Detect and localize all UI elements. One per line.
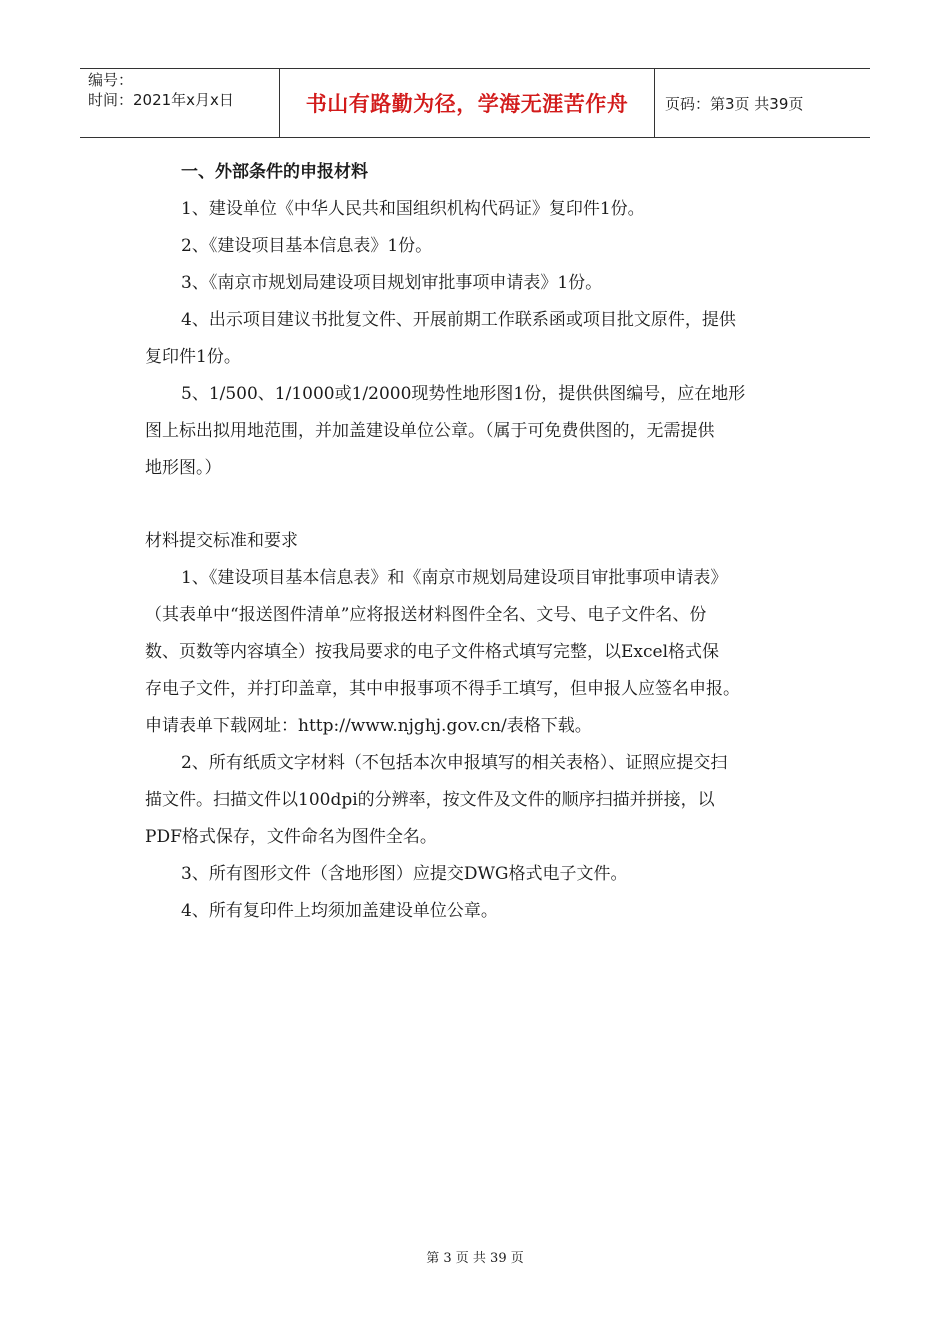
paragraph-line: 1、《建设项目基本信息表》和《南京市规划局建设项目审批事项申请表》: [181, 568, 728, 588]
number-label: 编号：: [88, 71, 134, 89]
header-motto: 书山有路勤为径，学海无涯苦作舟: [280, 69, 655, 137]
time-label: 时间：2021年x月x日: [88, 91, 234, 109]
paragraph-line: 3、所有图形文件（含地形图）应提交DWG格式电子文件。: [181, 864, 628, 884]
paragraph-line: 数、页数等内容填全）按我局要求的电子文件格式填写完整，以Excel格式保: [145, 642, 720, 662]
paragraph-line: 2、所有纸质文字材料（不包括本次申报填写的相关表格）、证照应提交扫: [181, 753, 728, 773]
document-header: [80, 68, 870, 138]
document-body: [145, 154, 810, 930]
paragraph-line: 1、建设单位《中华人民共和国组织机构代码证》复印件1份。: [181, 199, 645, 219]
paragraph-line: 地形图。）: [145, 458, 222, 478]
paragraph-line: 存电子文件，并打印盖章，其中申报事项不得手工填写，但申报人应签名申报。: [145, 679, 740, 699]
paragraph-line: 复印件1份。: [145, 347, 241, 367]
section-2-items: [145, 560, 810, 930]
paragraph-line: 2、《建设项目基本信息表》1份。: [181, 236, 433, 256]
section-1-items: [145, 191, 810, 487]
paragraph-line: 4、出示项目建议书批复文件、开展前期工作联系函或项目批文原件，提供: [181, 310, 736, 330]
page-footer: 第 3 页 共 39 页: [426, 1251, 524, 1266]
paragraph-line: 申请表单下载网址：http://www.njghj.gov.cn/表格下载。: [145, 716, 592, 736]
paragraph-line: 3、《南京市规划局建设项目规划审批事项申请表》1份。: [181, 273, 603, 293]
paragraph-line: 描文件。扫描文件以100dpi的分辨率，按文件及文件的顺序扫描并拼接，以: [145, 790, 715, 810]
paragraph-line: （其表单中“报送图件清单”应将报送材料图件全名、文号、电子文件名、份: [145, 605, 707, 625]
header-meta: [80, 69, 280, 137]
paragraph-line: 4、所有复印件上均须加盖建设单位公章。: [181, 901, 498, 921]
paragraph-line: PDF格式保存，文件命名为图件全名。: [145, 827, 437, 847]
header-page-info: 页码：第3页 共39页: [665, 94, 804, 113]
section-title: 一、外部条件的申报材料: [181, 162, 368, 182]
section-title: 材料提交标准和要求: [145, 531, 298, 551]
paragraph-line: 图上标出拟用地范围，并加盖建设单位公章。（属于可免费供图的，无需提供: [145, 421, 715, 441]
paragraph-line: 5、1/500、1/1000或1/2000现势性地形图1份，提供供图编号，应在地形: [181, 384, 746, 404]
